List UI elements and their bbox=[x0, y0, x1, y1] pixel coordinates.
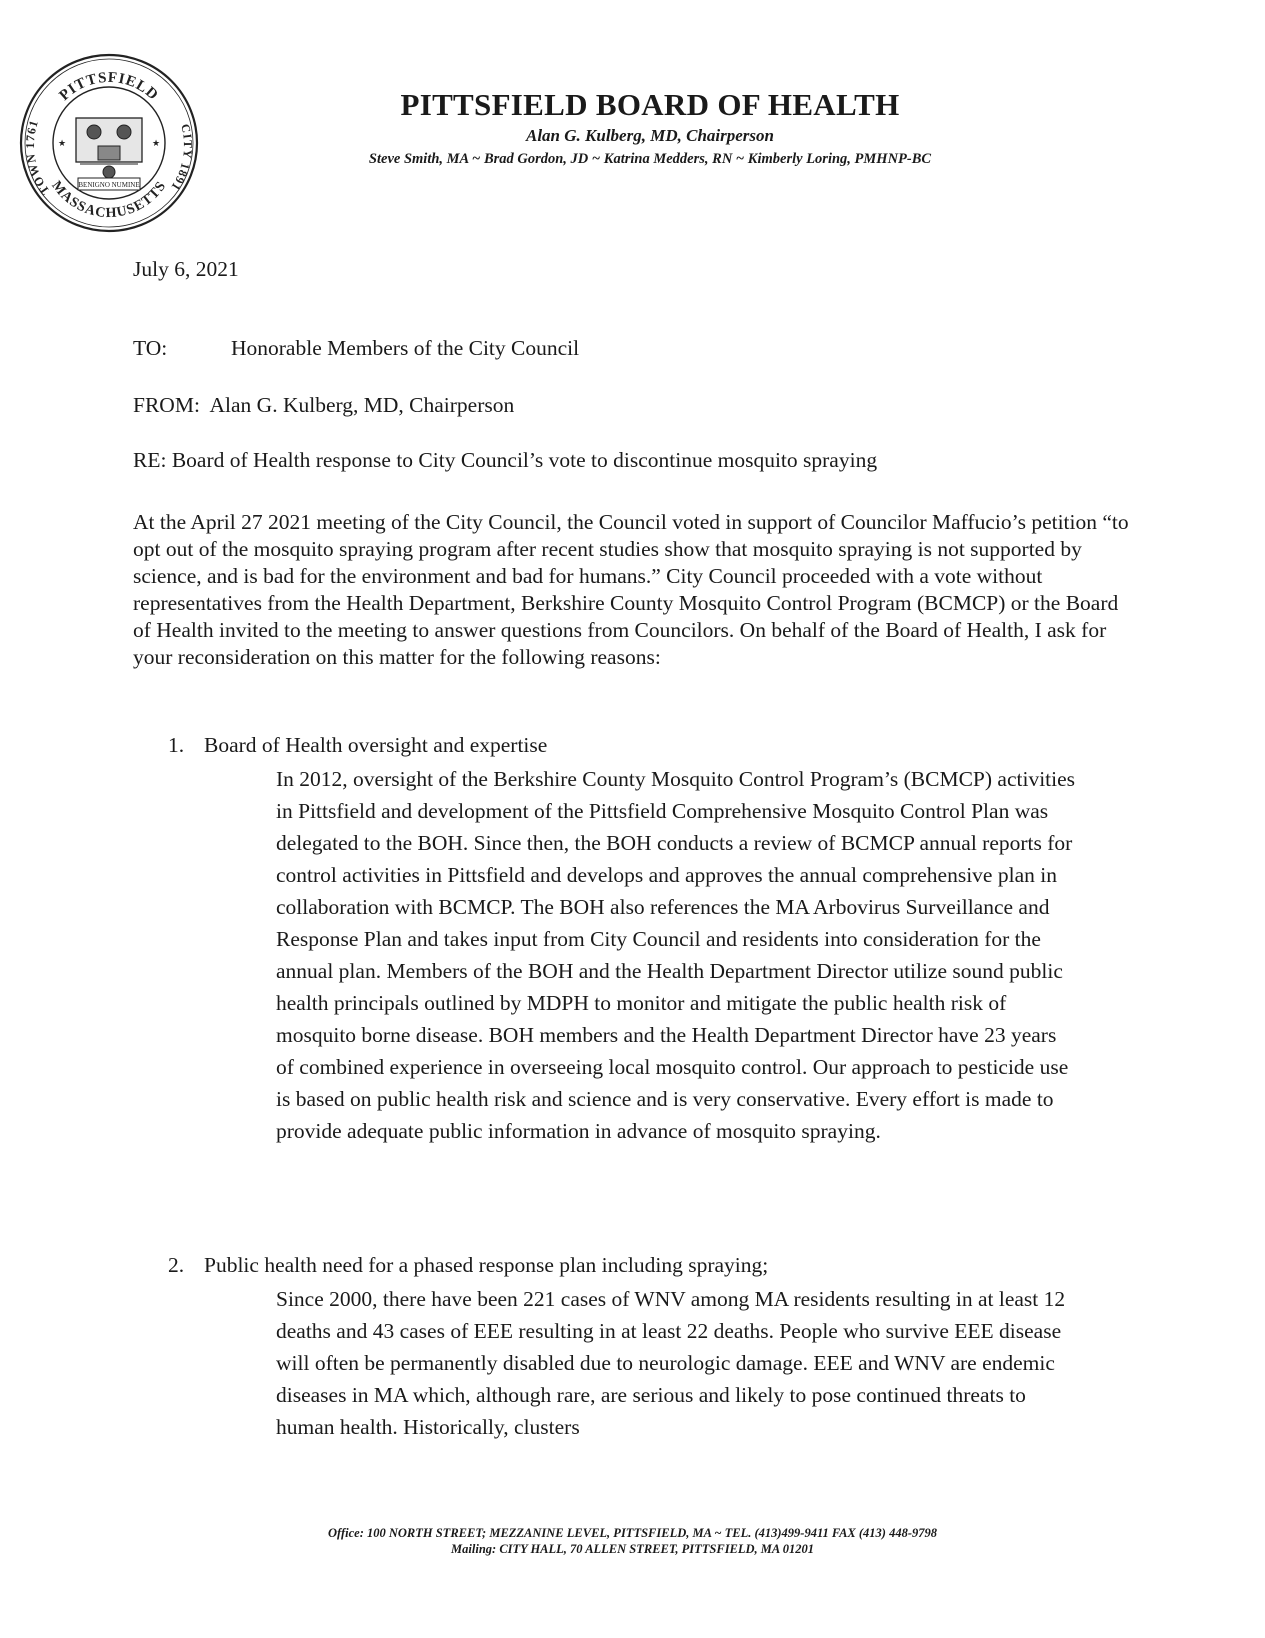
seal-ring-bottom-text: MASSACHUSETTS bbox=[48, 178, 170, 222]
memo-to-value: Honorable Members of the City Council bbox=[231, 336, 580, 360]
letter-date: July 6, 2021 bbox=[133, 257, 239, 281]
letter-footer bbox=[150, 1525, 1115, 1557]
list-item-number: 2. bbox=[168, 1253, 185, 1277]
intro-paragraph: At the April 27 2021 meeting of the City Council, the Council voted in support of Councilor Maffucio’s petition “to opt out of the mosquito spraying program after recent studies show that mosquito spraying is not supported by science, and is bad for the environment and bad for humans.” City Council proceeded with a vote without representatives from the Health Department, Berkshire County Mosquito Control Program (BCMCP) or the Board of Health invited to the meeting to answer questions from Councilors. On behalf of the Board of Health, I ask for your reconsideration on this matter for the following reasons: bbox=[133, 510, 1129, 669]
seal-shield-icon bbox=[76, 118, 142, 178]
city-seal bbox=[18, 52, 200, 234]
list-item-heading bbox=[168, 1250, 768, 1280]
seal-ring-right-text: CITY 1891 bbox=[168, 122, 196, 194]
list-item-heading bbox=[168, 730, 547, 760]
list-item-heading-text: Public health need for a phased response plan including spraying; bbox=[204, 1253, 769, 1277]
memo-to bbox=[133, 333, 579, 363]
memo-re-value: Board of Health response to City Council’s vote to discontinue mosquito spraying bbox=[171, 448, 878, 472]
seal-motto-banner bbox=[78, 178, 140, 190]
list-item-heading-text: Board of Health oversight and expertise bbox=[204, 733, 548, 757]
memo-re bbox=[133, 445, 877, 475]
seal-ring-left-path bbox=[23, 118, 52, 198]
seal-star-right-icon: ★ bbox=[152, 139, 161, 149]
seal-ring-left-text: TOWN 1761 bbox=[22, 117, 53, 198]
letterhead bbox=[240, 86, 1060, 169]
memo-to-label: TO: bbox=[133, 336, 168, 360]
memo-re-label: RE: bbox=[133, 448, 167, 472]
footer-office-address: Office: 100 NORTH STREET; MEZZANINE LEVEL, PITTSFIELD, MA ~ TEL. (413)499-9411 FAX (413) 448-9798 bbox=[328, 1526, 937, 1540]
memo-from bbox=[133, 390, 514, 420]
seal-ring-top-text: PITTSFIELD bbox=[56, 69, 162, 104]
footer-mailing-address: Mailing: CITY HALL, 70 ALLEN STREET, PITTSFIELD, MA 01201 bbox=[451, 1542, 814, 1556]
list-item-number: 1. bbox=[168, 733, 185, 757]
list-item-body: In 2012, oversight of the Berkshire County Mosquito Control Program’s (BCMCP) activities in Pittsfield and development of the Pittsfield Comprehensive Mosquito Control Plan was delegated to the BOH. Since then, the BOH conducts a review of BCMCP annual reports for control activities in Pittsfield and develops and approves the annual comprehensive plan in collaboration with BCMCP. The BOH also references the MA Arbovirus Surveillance and Response Plan and takes input from City Council and residents into consideration for the annual plan. Members of the BOH and the Health Department Director utilize sound public health principals outlined by MDPH to monitor and mitigate the public health risk of mosquito borne disease. BOH members and the Health Department Director have 23 years of combined experience in overseeing local mosquito control. Our approach to pesticide use is based on public health risk and science and is very conservative. Every effort is made to provide adequate public information in advance of mosquito spraying. bbox=[276, 767, 1076, 1143]
memo-from-value: Alan G. Kulberg, MD, Chairperson bbox=[209, 393, 515, 417]
org-title: PITTSFIELD BOARD OF HEALTH bbox=[400, 87, 900, 122]
list-item-body: Since 2000, there have been 221 cases of WNV among MA residents resulting in at least 12 deaths and 43 cases of EEE resulting in at least 22 deaths. People who survive EEE disease will often be permanently disabled due to neurologic damage. EEE and WNV are endemic diseases in MA which, although rare, are serious and likely to pose continued threats to human health. Historically, clusters bbox=[276, 1287, 1066, 1439]
chairperson-line: Alan G. Kulberg, MD, Chairperson bbox=[526, 126, 774, 145]
memo-from-label: FROM: bbox=[133, 393, 200, 417]
seal-ring-right-path bbox=[168, 123, 195, 194]
seal-star-left-icon: ★ bbox=[58, 139, 67, 149]
seal-motto: BENIGNO NUMINE bbox=[78, 181, 140, 189]
board-members-line: Steve Smith, MA ~ Brad Gordon, JD ~ Katrina Medders, RN ~ Kimberly Loring, PMHNP-BC bbox=[368, 151, 932, 167]
